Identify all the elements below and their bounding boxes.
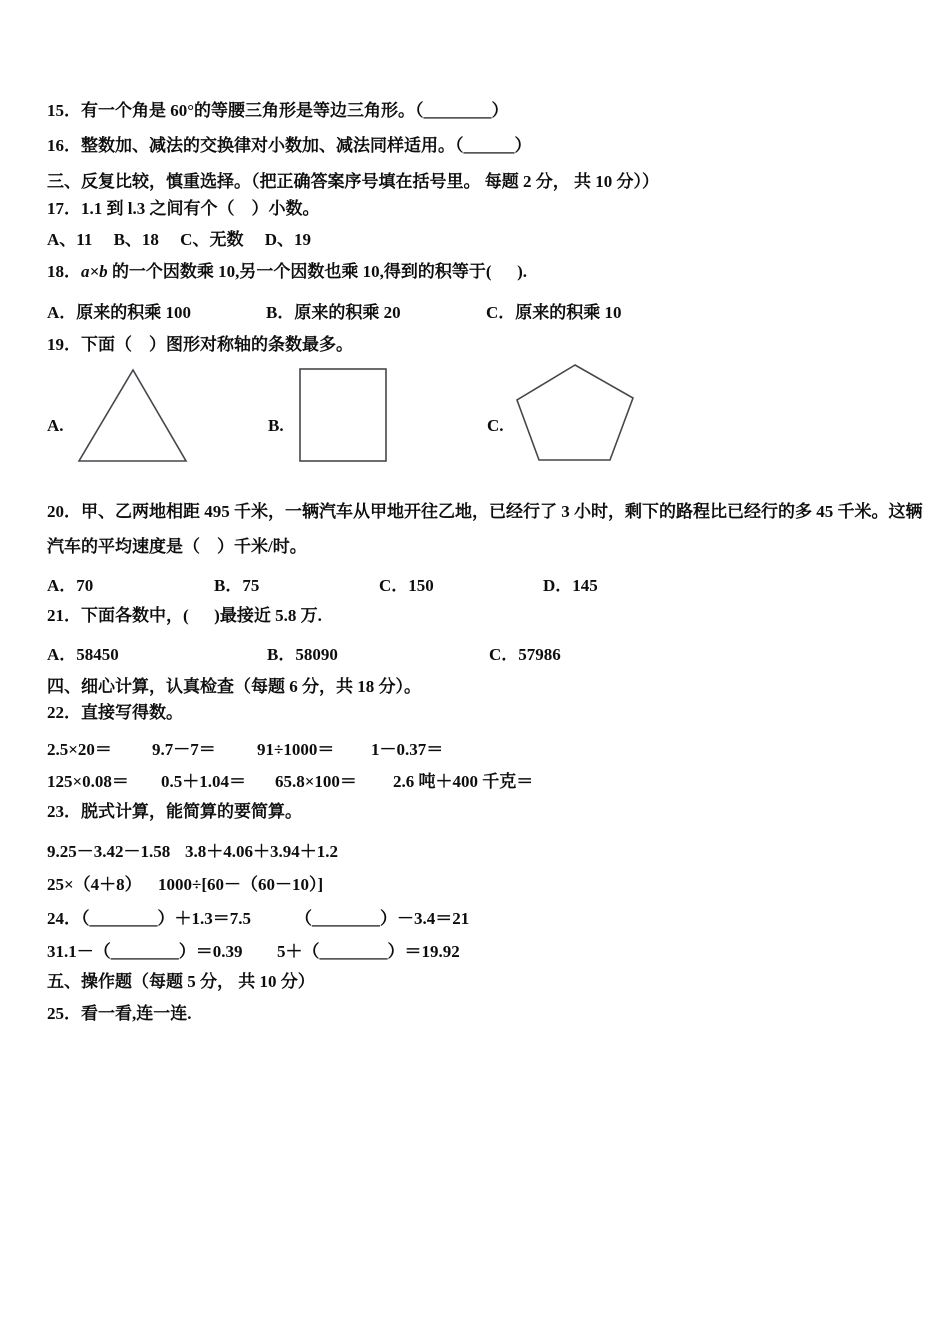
question-22: 22．直接写得数。 — [47, 703, 183, 722]
question-23: 23．脱式计算，能简算的要简算。 — [47, 802, 302, 821]
q24-blank-2: （________）－3.4＝21 — [295, 909, 470, 928]
section-4-heading: 四、细心计算，认真检查（每题 6 分，共 18 分）。 — [47, 677, 421, 696]
pentagon-shape — [517, 365, 633, 460]
q24-blank-3: 31.1－（________）＝0.39 — [47, 942, 243, 961]
q20-option-d: D．145 — [543, 576, 598, 595]
q22-expr-3: 91÷1000＝ — [257, 740, 335, 759]
q21-option-b: B．58090 — [267, 645, 338, 664]
q19-shapes-figure — [60, 358, 700, 470]
triangle-shape — [79, 370, 186, 461]
question-19: 19．下面（ ）图形对称轴的条数最多。 — [47, 335, 353, 354]
question-17: 17．1.1 到 l.3 之间有个（ ）小数。 — [47, 199, 320, 218]
q20-option-b: B．75 — [214, 576, 260, 595]
question-18-expression: a×b — [81, 262, 108, 281]
q20-option-c: C．150 — [379, 576, 434, 595]
q21-option-c: C．57986 — [489, 645, 561, 664]
q19-shape-label-b: B. — [268, 416, 284, 435]
q23-expr-3: 25×（4＋8） — [47, 875, 142, 894]
q22-expr-4: 1－0.37＝ — [371, 740, 444, 759]
q18-option-c: C．原来的积乘 10 — [486, 303, 622, 322]
q23-expr-4: 1000÷[60－（60－10）] — [158, 875, 324, 894]
question-21: 21．下面各数中，( )最接近 5.8 万. — [47, 606, 322, 625]
q19-shape-label-c: C. — [487, 416, 504, 435]
question-16: 16．整数加、减法的交换律对小数加、减法同样适用。（______） — [47, 136, 532, 155]
question-18 — [47, 262, 527, 282]
q22-expr-5: 125×0.08＝ — [47, 772, 129, 791]
q21-option-a: A．58450 — [47, 645, 119, 664]
question-20-line2: 汽车的平均速度是（ ）千米/时。 — [47, 537, 307, 556]
q22-expr-2: 9.7－7＝ — [152, 740, 216, 759]
question-18-number: 18． — [47, 262, 81, 281]
question-15: 15．有一个角是 60°的等腰三角形是等边三角形。（________） — [47, 101, 509, 120]
section-5-heading: 五、操作题（每题 5 分， 共 10 分） — [47, 972, 315, 991]
q22-expr-6: 0.5＋1.04＝ — [161, 772, 246, 791]
square-shape — [300, 369, 386, 461]
q22-expr-8: 2.6 吨＋400 千克＝ — [393, 772, 534, 791]
q22-expr-7: 65.8×100＝ — [275, 772, 357, 791]
question-25: 25．看一看,连一连. — [47, 1004, 192, 1023]
q18-option-a: A．原来的积乘 100 — [47, 303, 192, 322]
q20-option-a: A．70 — [47, 576, 94, 595]
q19-shape-label-a: A. — [47, 416, 64, 435]
question-17-options: A、11 B、18 C、无数 D、19 — [47, 230, 311, 249]
q24-blank-4: 5＋（________）＝19.92 — [277, 942, 460, 961]
q22-expr-1: 2.5×20＝ — [47, 740, 112, 759]
q23-expr-2: 3.8＋4.06＋3.94＋1.2 — [185, 842, 338, 861]
question-20-line1: 20．甲、乙两地相距 495 千米，一辆汽车从甲地开往乙地，已经行了 3 小时，剩下的路程比已经行的多 45 千米。这辆 — [47, 502, 923, 521]
section-3-heading: 三、反复比较，慎重选择。（把正确答案序号填在括号里。 每题 2 分， 共 10 分）） — [47, 172, 659, 191]
question-18-rest: 的一个因数乘 10,另一个因数也乘 10,得到的积等于( ). — [107, 262, 528, 281]
q23-expr-1: 9.25－3.42－1.58 — [47, 842, 171, 861]
q24-blank-1: 24．（________）＋1.3＝7.5 — [47, 909, 251, 928]
q18-option-b: B．原来的积乘 20 — [266, 303, 401, 322]
